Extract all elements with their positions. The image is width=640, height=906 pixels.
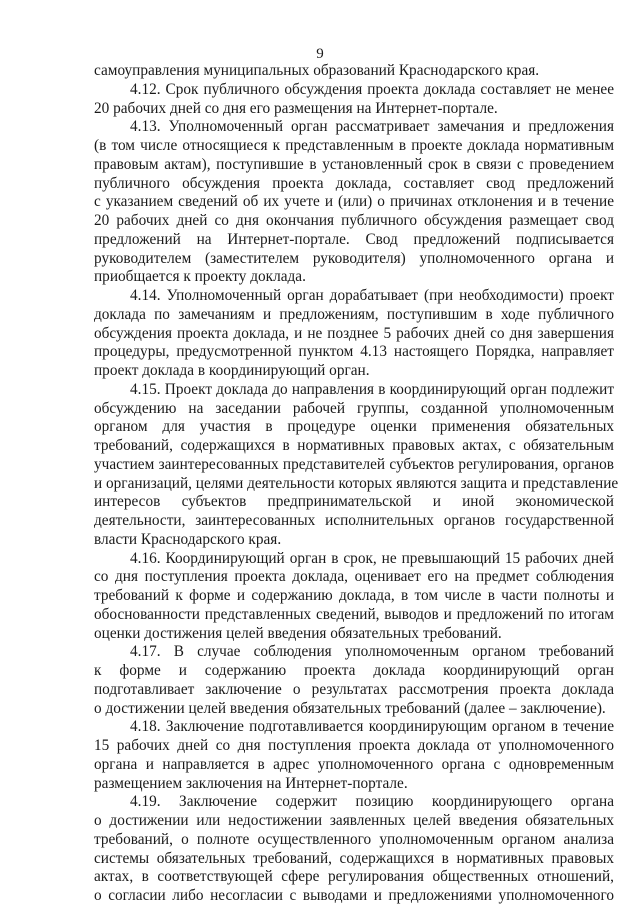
text-line: 4.16. Координирующий орган в срок, не превышающий 15 рабочих дней (130, 549, 614, 567)
text-line: обсуждению на заседании рабочей группы, созданной уполномоченным (94, 399, 614, 417)
text-line: руководителем (заместителем руководителя) уполномоченного органа и (94, 249, 614, 267)
text-line: размещением заключения на Интернет-портале. (94, 774, 408, 792)
text-line: правовым актам), поступившие в установленный срок в связи с проведением (94, 155, 614, 173)
text-line: 20 рабочих дней со дня его размещения на Интернет-портале. (94, 99, 498, 117)
text-line: требований, содержащихся в нормативных правовых актах, с обязательным (94, 437, 614, 454)
text-line: к форме и содержанию проекта доклада координирующий орган (94, 662, 614, 679)
text-line: самоуправления муниципальных образований Краснодарского края. (94, 62, 540, 79)
text-line: 4.18. Заключение подготавливается координирующим органом в течение (130, 718, 614, 736)
text-line: обоснованности представленных сведений, выводов и предложений по итогам (94, 605, 614, 623)
text-line: актах, в соответствующей сфере регулирования общественных отношений, (94, 868, 614, 886)
text-line: интересов субъектов предпринимательской и иной экономической (94, 493, 614, 511)
text-line: со дня поступления проекта доклада, оценивает его на предмет соблюдения (94, 568, 614, 586)
text-line: процедуры, предусмотренной пунктом 4.13 настоящего Порядка, направляет (94, 343, 614, 361)
text-line: органом для участия в процедуре оценки применения обязательных (94, 418, 614, 436)
text-line: оценки достижения целей введения обязательных требований. (94, 624, 502, 642)
text-line: деятельности, заинтересованных исполнительных органов государственной (94, 512, 614, 529)
text-line: доклада по замечаниям и предложениям, поступившим в ходе публичного (94, 305, 614, 323)
text-line: системы обязательных требований, содержащихся в нормативных правовых (94, 849, 614, 867)
text-line: 15 рабочих дней со дня поступления проекта доклада от уполномоченного (94, 737, 614, 754)
text-line: органа и направляется в адрес уполномоченного органа с одновременным (94, 755, 614, 773)
text-line: 20 рабочих дней со дня окончания публичного обсуждения размещает свод (94, 212, 614, 229)
text-line: 4.15. Проект доклада до направления в координирующий орган подлежит (130, 380, 614, 398)
text-line: предложений на Интернет-портале. Свод предложений подписывается (94, 230, 614, 248)
text-line: 4.12. Срок публичного обсуждения проекта доклада составляет не менее (130, 80, 614, 98)
text-line: о достижении целей введения обязательных требований (далее – заключение). (94, 699, 606, 717)
text-line: требований, о полноте осуществленного уполномоченным органом анализа (94, 830, 614, 848)
text-line: и организаций, целями деятельности которых являются защита и представление (94, 474, 619, 492)
text-line: власти Краснодарского края. (94, 530, 282, 548)
text-line: проект доклада в координирующий орган. (94, 362, 370, 379)
text-line: (в том числе относящиеся к представленным в проекте доклада нормативным (94, 137, 614, 154)
text-line: требований к форме и содержанию доклада, в том числе в части полноты и (94, 587, 614, 604)
text-line: обсуждения проекта доклада, и не позднее 5 рабочих дней со дня завершения (94, 324, 614, 342)
text-line: подготавливает заключение о результатах рассмотрения проекта доклада (94, 680, 614, 698)
document-body (94, 62, 619, 906)
text-line: о достижении или недостижении заявленных целей введения обязательных (94, 812, 614, 829)
page-number: 9 (316, 46, 324, 62)
text-line: 4.17. В случае соблюдения уполномоченным органом требований (130, 643, 614, 661)
text-line: о согласии либо несогласии с выводами и предложениями уполномоченного (94, 887, 614, 904)
text-line: 4.13. Уполномоченный орган рассматривает замечания и предложения (130, 118, 614, 136)
text-line: с указанием сведений об их учете и (или) о причинах отклонения и в течение (94, 193, 614, 211)
text-line: 4.19. Заключение содержит позицию координирующего органа (130, 793, 614, 811)
text-line: участием заинтересованных представителей субъектов регулирования, органов (94, 455, 614, 473)
text-line: приобщается к проекту доклада. (94, 268, 306, 286)
text-line: 4.14. Уполномоченный орган дорабатывает (при необходимости) проект (130, 287, 614, 304)
text-line: публичного обсуждения проекта доклада, составляет свод предложений (94, 174, 614, 192)
